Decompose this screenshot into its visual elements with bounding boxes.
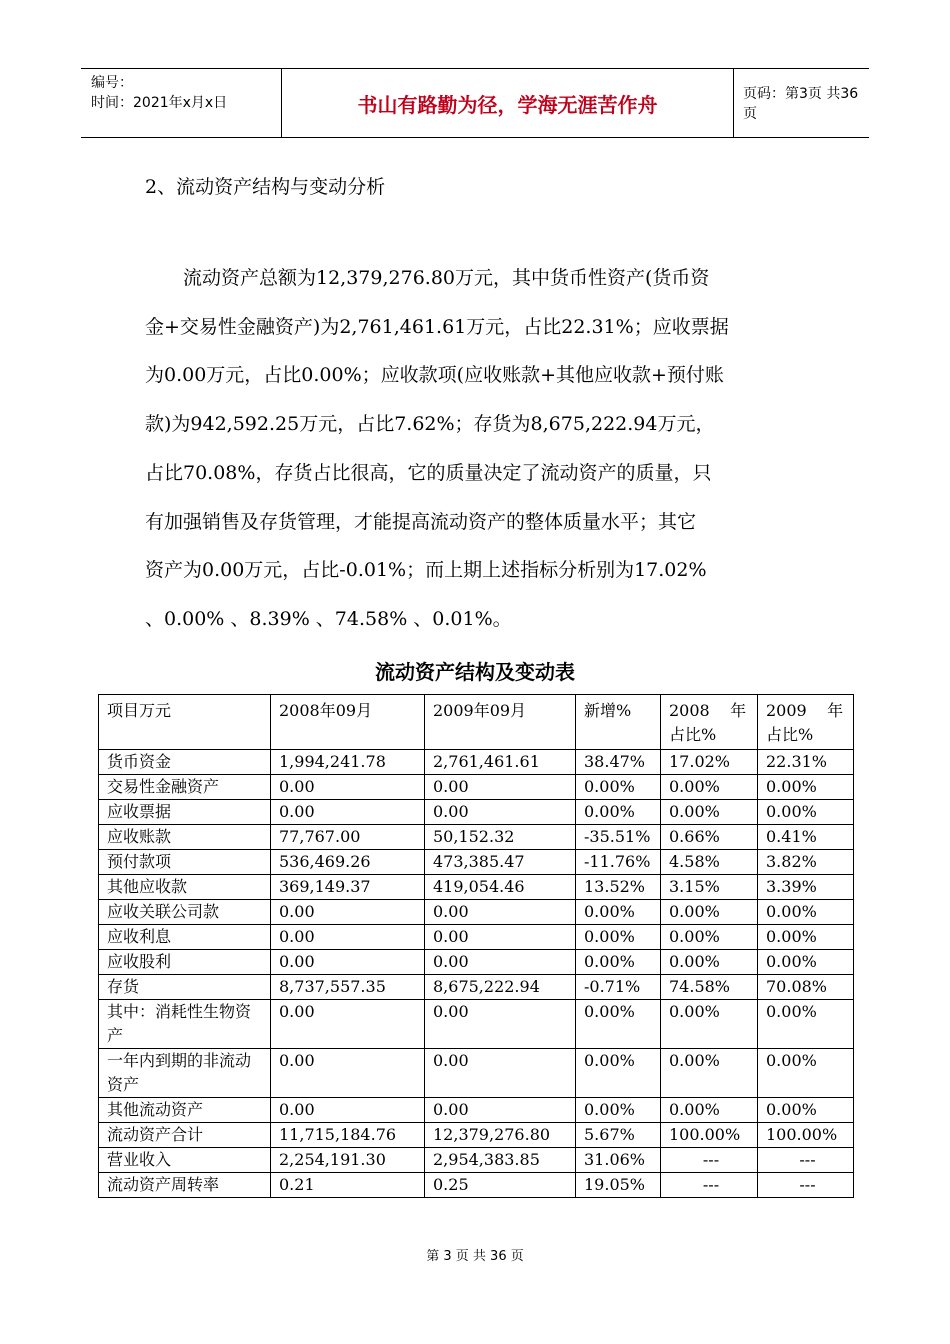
table-cell: 0.00: [271, 925, 425, 950]
header-motto: 书山有路勤为径，学海无涯苦作舟: [282, 69, 734, 137]
table-cell: 0.00: [271, 1049, 425, 1098]
paragraph-line: 为0.00万元，占比0.00%；应收款项(应收账款+其他应收款+预付账: [145, 364, 724, 387]
table-cell: 0.00%: [661, 950, 758, 975]
paragraph-line: 、0.00% 、8.39% 、74.58% 、0.01%。: [145, 607, 512, 630]
table-row: [99, 775, 854, 800]
paragraph-line: 有加强销售及存货管理，才能提高流动资产的整体质量水平；其它: [145, 510, 697, 533]
table-cell: 0.00%: [661, 925, 758, 950]
current-assets-table: [98, 694, 854, 1198]
table-cell: 100.00%: [758, 1123, 854, 1148]
table-cell: 0.00%: [661, 1000, 758, 1049]
table-cell: 0.00: [425, 925, 576, 950]
header-cell: 项目万元: [99, 695, 271, 750]
table-cell: 交易性金融资产: [99, 775, 271, 800]
table-cell: 其中：消耗性生物资产: [99, 1000, 271, 1049]
table-cell: 0.00%: [661, 1098, 758, 1123]
header-cell: 2009 年占比%: [758, 695, 854, 750]
table-cell: 一年内到期的非流动资产: [99, 1049, 271, 1098]
table-row: [99, 950, 854, 975]
table-cell: 3.82%: [758, 850, 854, 875]
table-cell: 0.00%: [758, 1049, 854, 1098]
table-row: [99, 1173, 854, 1198]
table-cell: 2,954,383.85: [425, 1148, 576, 1173]
table-cell: 77,767.00: [271, 825, 425, 850]
table-cell: 0.00%: [576, 800, 661, 825]
table-row: [99, 825, 854, 850]
header-cell: 新增%: [576, 695, 661, 750]
table-cell: 0.00: [425, 800, 576, 825]
table-row: [99, 975, 854, 1000]
section-title: 2、流动资产结构与变动分析: [145, 176, 386, 198]
table-cell: 11,715,184.76: [271, 1123, 425, 1148]
paragraph-line: 款)为942,592.25万元，占比7.62%；存货为8,675,222.94万元，: [145, 413, 715, 436]
table-cell: 0.41%: [758, 825, 854, 850]
table-cell: -11.76%: [576, 850, 661, 875]
table-cell: 22.31%: [758, 750, 854, 775]
table-row: [99, 900, 854, 925]
table-cell: 流动资产合计: [99, 1123, 271, 1148]
paragraph-line: 流动资产总额为12,379,276.80万元，其中货币性资产(货币资: [183, 267, 710, 289]
table-row: [99, 750, 854, 775]
table-cell: 2,254,191.30: [271, 1148, 425, 1173]
table-cell: 31.06%: [576, 1148, 661, 1173]
table-cell: 应收关联公司款: [99, 900, 271, 925]
table-row: [99, 1049, 854, 1098]
table-title: 流动资产结构及变动表: [375, 660, 575, 684]
table-cell: 0.25: [425, 1173, 576, 1198]
table-cell: 536,469.26: [271, 850, 425, 875]
table-cell: 货币资金: [99, 750, 271, 775]
table-cell: 8,737,557.35: [271, 975, 425, 1000]
table-row: [99, 925, 854, 950]
table-cell: 17.02%: [661, 750, 758, 775]
table-cell: 0.00: [271, 800, 425, 825]
table-cell: 3.15%: [661, 875, 758, 900]
table-cell: 0.00: [425, 900, 576, 925]
paragraph-line: 占比70.08%，存货占比很高，它的质量决定了流动资产的质量，只: [145, 461, 712, 484]
table-cell: 应收利息: [99, 925, 271, 950]
table-cell: 其他流动资产: [99, 1098, 271, 1123]
table-row: [99, 800, 854, 825]
header-cell: 2008年09月: [271, 695, 425, 750]
header-page-label: 页码：第3页 共36页: [743, 86, 859, 122]
table-cell: 0.00%: [758, 925, 854, 950]
table-cell: 其他应收款: [99, 875, 271, 900]
table-cell: 100.00%: [661, 1123, 758, 1148]
table-cell: 0.00%: [758, 775, 854, 800]
table-cell: -35.51%: [576, 825, 661, 850]
table-cell: 2,761,461.61: [425, 750, 576, 775]
table-cell: 0.00%: [576, 1000, 661, 1049]
table-cell: 流动资产周转率: [99, 1173, 271, 1198]
page-header: [81, 68, 869, 138]
table-cell: 4.58%: [661, 850, 758, 875]
table-cell: 0.00%: [661, 1049, 758, 1098]
table-cell: 3.39%: [758, 875, 854, 900]
time-label: 时间：2021年x月x日: [91, 95, 228, 111]
table-cell: 0.00: [271, 900, 425, 925]
paragraph-line: 金+交易性金融资产)为2,761,461.61万元，占比22.31%；应收票据: [145, 315, 729, 338]
table-cell: 0.00: [425, 1000, 576, 1049]
table-cell: 0.00%: [758, 1000, 854, 1049]
table-cell: 0.00: [271, 775, 425, 800]
table-cell: 0.66%: [661, 825, 758, 850]
table-cell: ---: [758, 1148, 854, 1173]
analysis-paragraph: [145, 254, 813, 644]
table-cell: 预付款项: [99, 850, 271, 875]
table-cell: 0.00%: [576, 1098, 661, 1123]
table-cell: 8,675,222.94: [425, 975, 576, 1000]
table-cell: 1,994,241.78: [271, 750, 425, 775]
table-cell: 0.00%: [576, 775, 661, 800]
number-label: 编号：: [91, 75, 133, 91]
table-cell: 0.21: [271, 1173, 425, 1198]
table-cell: 369,149.37: [271, 875, 425, 900]
table-cell: 473,385.47: [425, 850, 576, 875]
table-row: [99, 850, 854, 875]
table-cell: 0.00: [271, 1098, 425, 1123]
table-cell: 营业收入: [99, 1148, 271, 1173]
table-cell: 74.58%: [661, 975, 758, 1000]
table-row: [99, 875, 854, 900]
table-cell: 0.00%: [661, 800, 758, 825]
table-cell: ---: [758, 1173, 854, 1198]
table-cell: 0.00%: [576, 925, 661, 950]
table-cell: ---: [661, 1148, 758, 1173]
table-cell: 13.52%: [576, 875, 661, 900]
table-cell: 0.00: [425, 1098, 576, 1123]
table-cell: ---: [661, 1173, 758, 1198]
table-row: [99, 1148, 854, 1173]
header-cell: 2009年09月: [425, 695, 576, 750]
table-cell: 0.00%: [576, 900, 661, 925]
table-cell: 0.00%: [576, 950, 661, 975]
table-cell: 存货: [99, 975, 271, 1000]
table-cell: -0.71%: [576, 975, 661, 1000]
paragraph-line: 资产为0.00万元，占比-0.01%；而上期上述指标分析别为17.02%: [145, 559, 707, 582]
table-row: [99, 1123, 854, 1148]
table-cell: 0.00%: [758, 800, 854, 825]
header-cell: 2008 年占比%: [661, 695, 758, 750]
table-cell: 应收票据: [99, 800, 271, 825]
table-cell: 0.00: [425, 1049, 576, 1098]
table-cell: 应收股利: [99, 950, 271, 975]
table-cell: 0.00%: [661, 775, 758, 800]
table-cell: 0.00: [425, 775, 576, 800]
table-cell: 0.00: [425, 950, 576, 975]
table-cell: 19.05%: [576, 1173, 661, 1198]
table-cell: 0.00%: [758, 1098, 854, 1123]
table-cell: 419,054.46: [425, 875, 576, 900]
table-cell: 5.67%: [576, 1123, 661, 1148]
header-meta: [81, 69, 282, 137]
page-footer: 第 3 页 共 36 页: [426, 1249, 524, 1264]
table-cell: 50,152.32: [425, 825, 576, 850]
table-row: [99, 1098, 854, 1123]
table-header-row: [99, 695, 854, 750]
table-cell: 0.00: [271, 950, 425, 975]
table-cell: 0.00: [271, 1000, 425, 1049]
table-cell: 0.00%: [576, 1049, 661, 1098]
table-cell: 应收账款: [99, 825, 271, 850]
table-cell: 0.00%: [758, 900, 854, 925]
table-cell: 0.00%: [758, 950, 854, 975]
table-cell: 70.08%: [758, 975, 854, 1000]
table-cell: 0.00%: [661, 900, 758, 925]
table-cell: 12,379,276.80: [425, 1123, 576, 1148]
table-cell: 38.47%: [576, 750, 661, 775]
table-row: [99, 1000, 854, 1049]
